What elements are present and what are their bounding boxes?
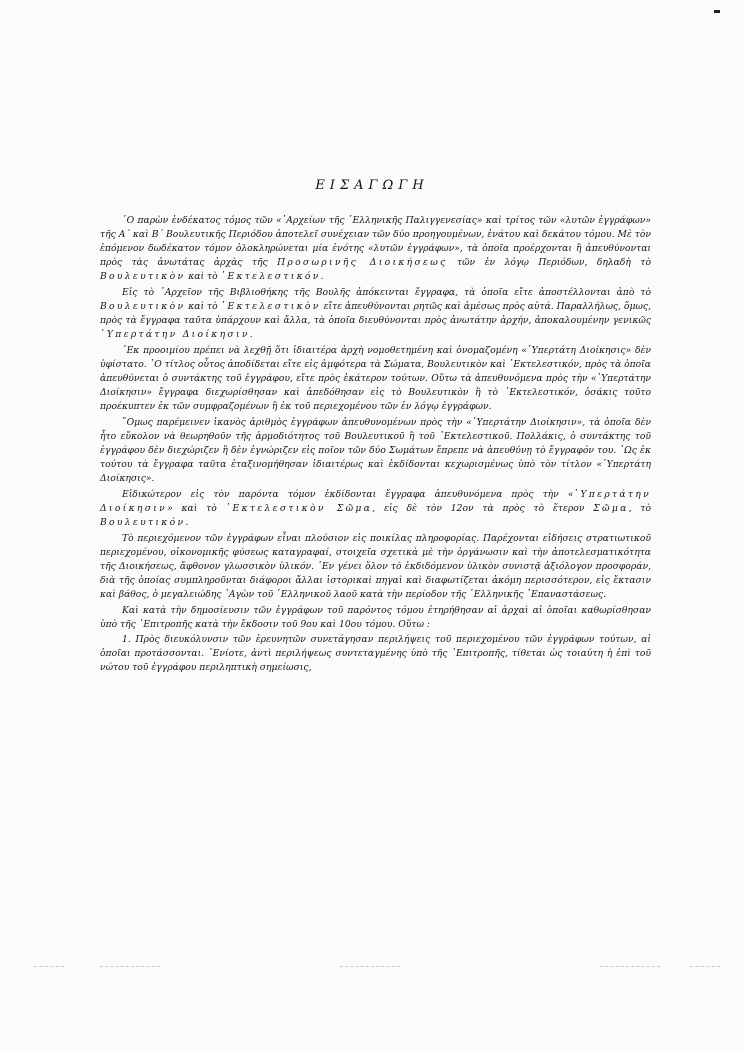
paragraph [100, 416, 651, 486]
paragraph [100, 488, 651, 530]
paragraph-text: . [320, 271, 324, 283]
paragraph-text: Τὸ περιεχόμενον τῶν ἐγγράφων εἶναι πλούσιον εἰς ποικίλας πληροφορίας. Παρέχονται εἰδήσεις στρατιωτικοῦ περιεχομένου, οἰκονομικῆς φύσεως καταγραφαί, στοιχεῖα σχετικὰ μὲ τὴν ὀργάνωσιν καὶ τὴν ἀποτελεσματικότητα τῆς Διοικήσεως, ἄφθονον γλωσσικὸν ὑλικόν. ᾿Εν γένει ὅλον τὸ ἐκδιδόμενον ὑλικὸν συνιστᾷ ἀξιόλογον προσφοράν, διὰ τῆς ὁποίας συμπληροῦνται διάφοροι ἄλλαι ἱστορικαὶ πηγαὶ καὶ διαφωτίζεται ἀκόμη περισσότερον, εἰς ἔκτασιν καὶ βάθος, ὁ μεγαλειώδης ᾿Αγὼν τοῦ ῾Ελληνικοῦ λαοῦ κατὰ τὴν περίοδον τῆς ῾Ελληνικῆς ᾿Επαναστάσεως. [100, 532, 651, 600]
paragraph [100, 344, 651, 414]
spaced-emphasis-text: Βουλευτικόν [100, 516, 186, 528]
paragraph-text: καὶ τὸ [185, 271, 221, 283]
spaced-emphasis-text: ᾿Εκτελεστικὸν [220, 301, 321, 313]
paragraph-text: . [249, 329, 253, 341]
paragraph [100, 633, 651, 675]
paragraph [100, 604, 651, 632]
paragraph-text: , τὸ [628, 502, 651, 514]
paragraph-text: καὶ τὸ [185, 301, 221, 313]
paragraph-text: » καὶ τὸ [167, 502, 226, 514]
paragraph [100, 214, 651, 284]
paragraph-text: Εἰς τὸ ᾿Αρχεῖον τῆς Βιβλιοθήκης τῆς Βουλῆς ἀπόκεινται ἔγγραφα, τὰ ὁποῖα εἴτε ἀποστέλλονται ἀπὸ τὸ [122, 286, 651, 298]
paragraph-text: ῾Ο παρὼν ἑνδέκατος τόμος τῶν «᾿Αρχείων τῆς ῾Ελληνικῆς Παλιγγενεσίας» καὶ τρίτος τῶν «λυτῶν ἐγγράφων» τῆς Α´ καὶ Β´ Βουλευτικῆς Περιόδου ἀποτελεῖ συνέχειαν τῶν δύο προηγουμένων, ἐνάτου καὶ δεκάτου τόμου. Μὲ τὸν ἑπόμενον δωδέκατον τόμον ὁλοκληρώνεται μία ἑνότης «λυτῶν ἐγγράφων», τὰ ὁποῖα προέρχονται ἢ ἀπευθύνονται πρὸς τὰς ἀνωτάτας ἀρχὰς τῆς [100, 215, 651, 269]
paragraph-text: , εἰς δὲ τὸν 12ον τὰ πρὸς τὸ ἕτερον [372, 502, 594, 514]
spaced-emphasis-text: ᾿Εκτελεστικὸν Σῶμα [225, 502, 373, 514]
scan-mark [714, 10, 720, 13]
footer-rule-left [34, 966, 64, 967]
paragraph-text: Εἰδικώτερον εἰς τὸν παρόντα τόμον ἐκδίδονται ἔγγραφα ἀπευθυνόμενα πρὸς τὴν « [122, 488, 574, 500]
footer-rule-center [340, 966, 400, 967]
paragraph-text: ᾿Εκ προοιμίου πρέπει νὰ λεχθῇ ὅτι ἰδιαιτέρα ἀρχὴ νομοθετημένη καὶ ὀνομαζομένη «῾Υπερτάτη Διοίκησις» δὲν ὑφίστατο. ῾Ο τίτλος οὗτος ἀποδίδεται εἴτε εἰς ἀμφότερα τὰ Σώματα, Βουλευτικὸν καὶ ᾿Εκτελεστικόν, πρὸς τὰ ὁποῖα ἀπευθύνεται ὁ συντάκτης τοῦ ἐγγράφου, εἴτε πρὸς ἑκάτερον τούτων. Οὕτω τὰ ἀπευθυνόμενα πρὸς τὴν «῾Υπερτάτην Διοίκησιν» ἔγγραφα διεχωρίσθησαν καὶ ἀπεδόθησαν εἰς τὸ Βουλευτικὸν ἢ τὸ ᾿Εκτελεστικόν, ὁσάκις τοῦτο προέκυπτεν ἐκ τῶν συμφραζομένων ἢ ἐκ τοῦ περιεχομένου τῶν ἐν λόγῳ ἐγγράφων. [100, 344, 651, 413]
page-title: ΕΙΣΑΓΩΓΗ [315, 178, 429, 193]
paragraph-text: τῶν ἐν λόγῳ Περιόδων, δηλαδὴ τὸ [447, 257, 651, 269]
spaced-emphasis-text: ᾿Εκτελεστικόν [220, 271, 321, 283]
footer-rule-mid-right [600, 966, 660, 967]
paragraph-text: εἴτε ἀπευθύνονται ρητῶς καὶ ἀμέσως πρὸς αὐτά. Παραλλήλως, ὅμως, πρὸς τὰ ἔγγραφα ταῦτα ὑπάρχουν καὶ ἄλλα, τὰ ὁποῖα διευθύνονται πρὸς ἀνωτάτην ἀρχήν, ἀποκαλουμένην γενικῶς [100, 301, 651, 327]
paragraph-text: ῞Ομως παρέμεινεν ἱκανὸς ἀριθμὸς ἐγγράφων ἀπευθυνομένων πρὸς τὴν «῾Υπερτάτην Διοίκησιν», τὰ ὁποῖα δὲν ἦτο εὔκολον νὰ θεωρηθοῦν τῆς ἁρμοδιότητος τοῦ Βουλευτικοῦ ἢ τοῦ ᾿Εκτελεστικοῦ. Πολλάκις, ὁ συντάκτης τοῦ ἐγγράφου δὲν διεχώριζεν ἢ δὲν ἐγνώριζεν εἰς ποῖον τῶν δύο Σωμάτων ἔπρεπε νὰ ἀπευθύνῃ τὸ ἔγγραφόν του. ῾Ως ἐκ τούτου τὰ ἔγγραφα ταῦτα ἐταξινομήθησαν ἰδιαιτέρως καὶ ἐκδίδονται κεχωρισμένως ὑπὸ τὸν τίτλον «῾Υπερτάτη Διοίκησις». [100, 416, 651, 485]
spaced-emphasis-text: Βουλευτικὸν [100, 271, 186, 283]
spaced-emphasis-text: ῾Υπερτάτην Διοίκησιν [100, 329, 250, 341]
document-body [100, 214, 651, 677]
paragraph [100, 286, 651, 342]
spaced-emphasis-text: Προσωρινῆς Διοικήσεως [277, 257, 448, 269]
spaced-emphasis-text: Βουλευτικὸν [100, 301, 186, 313]
paragraph-text: 1. Πρὸς διευκόλυνσιν τῶν ἐρευνητῶν συνετάγησαν περιλήψεις τοῦ περιεχομένου τῶν ἐγγράφων τούτων, αἱ ὁποῖαι προτάσσονται. ᾿Ενίοτε, ἀντὶ περιλήψεως συντεταγμένης ὑπὸ τῆς ᾿Επιτροπῆς, τίθεται ὡς τοιαύτη ἡ ἐπὶ τοῦ νώτου τοῦ ἐγγράφου περιληπτικὴ σημείωσις, [100, 634, 651, 674]
footer-rule-right [690, 966, 720, 967]
paragraph [100, 532, 651, 602]
footer-rule-mid-left [100, 966, 160, 967]
paragraph-text: Καὶ κατὰ τὴν δημοσίευσιν τῶν ἐγγράφων τοῦ παρόντος τόμου ἐτηρήθησαν αἱ ἀρχαὶ αἱ ὁποῖαι καθωρίσθησαν ὑπὸ τῆς ᾿Επιτροπῆς κατὰ τὴν ἔκδοσιν τοῦ 9ου καὶ 10ου τόμου. Οὕτω : [100, 604, 651, 630]
spaced-emphasis-text: ῾Υπερτάτην Διοίκησιν [100, 488, 651, 514]
paragraph-text: . [185, 516, 189, 528]
spaced-emphasis-text: Σῶμα [593, 502, 629, 514]
